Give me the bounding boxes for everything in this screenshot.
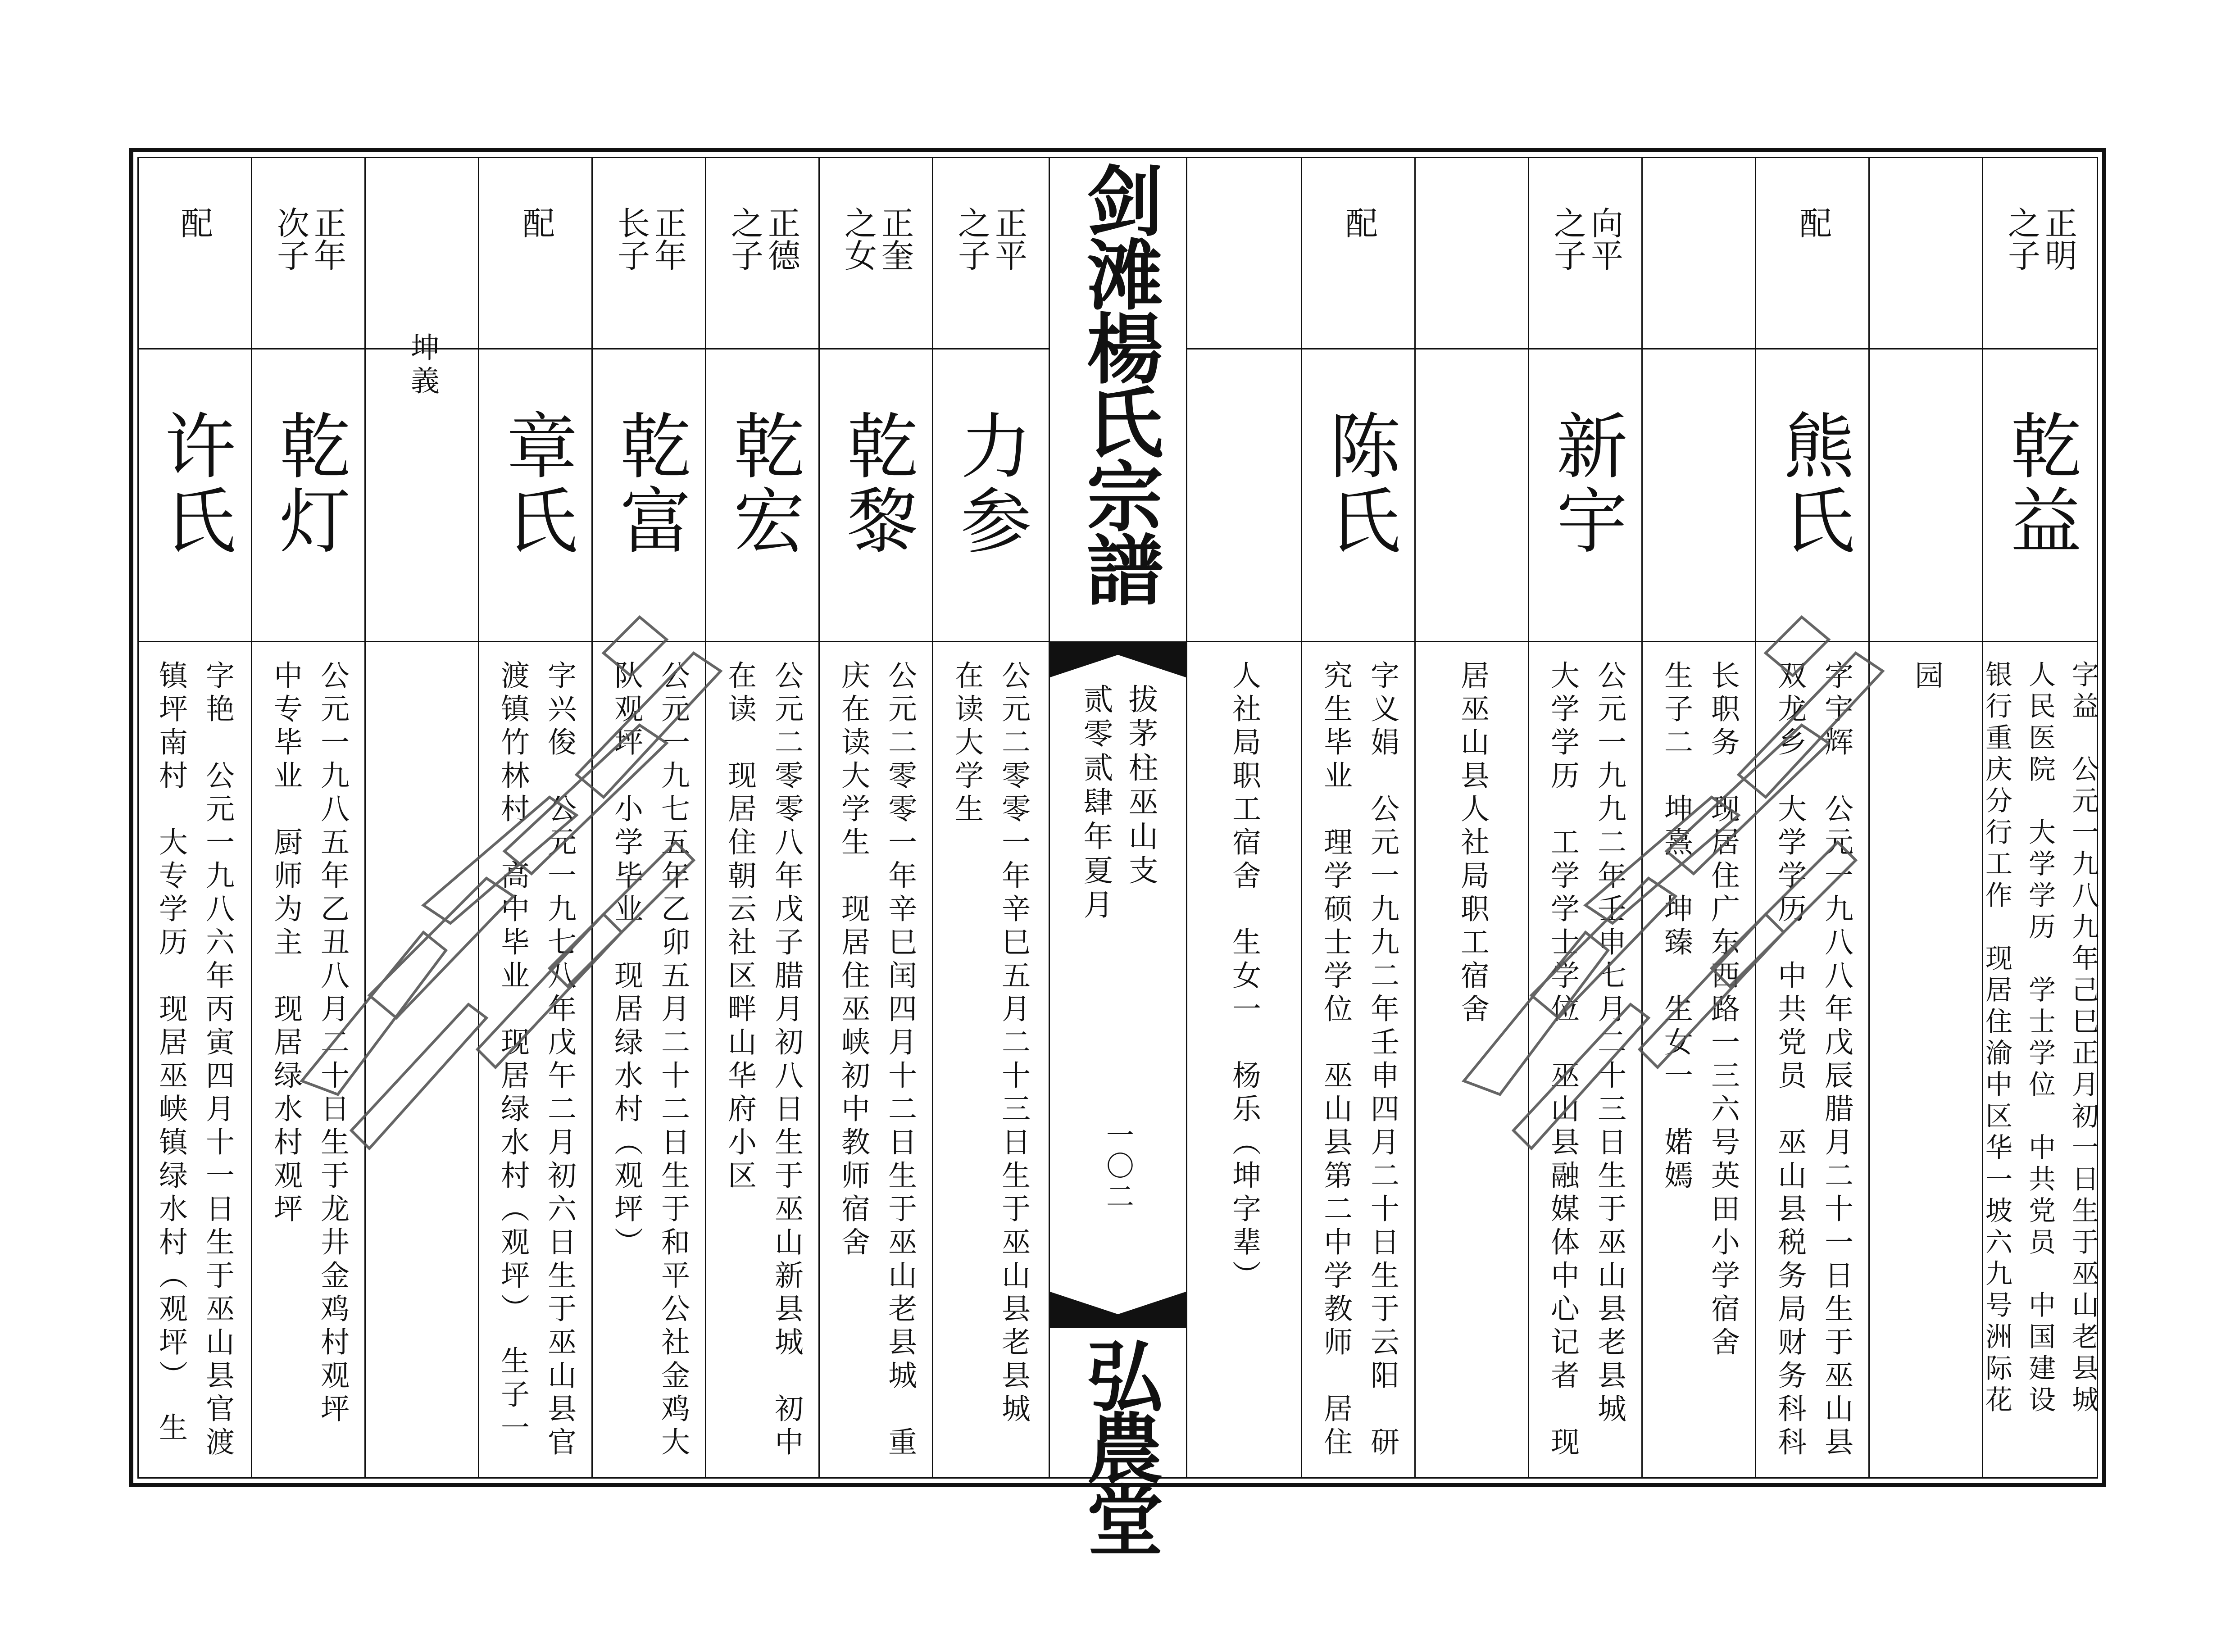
relation-cell [1529, 206, 1643, 341]
bio-line: 人民医院 大学学历 学士学位 中共党员 中国建设 [2024, 660, 2056, 1417]
bio-line: 居巫山县人社局职工宿舍 [1456, 660, 1489, 1027]
column-11 [1528, 157, 1641, 1479]
column-12 [1641, 157, 1755, 1479]
bio-line: 在读 现居住朝云社区畔山华府小区 [723, 660, 756, 1194]
page-number [1050, 1121, 1186, 1212]
column-8 [1187, 157, 1301, 1479]
relation-line: 向平 [1585, 206, 1623, 271]
relation-line: 正明 [2040, 206, 2077, 271]
column-3 [478, 157, 591, 1479]
hall-name [1050, 1337, 1186, 1652]
relation-cell [1302, 206, 1416, 341]
relation-cell [1983, 206, 2097, 341]
relation-line: 之子 [1549, 206, 1586, 271]
bio-cell [1416, 660, 1529, 1462]
relation-line: 配 [517, 206, 555, 239]
relation-line: 正年 [309, 206, 346, 271]
genealogy-title [1050, 157, 1186, 634]
relation-line: 正年 [649, 206, 687, 271]
relation-line: 正奎 [876, 206, 914, 271]
bio-line: 公元一九八五年乙丑八月二十日生于龙井金鸡村观坪 [316, 660, 349, 1427]
book-spine [1049, 157, 1187, 1553]
bio-line: 银行重庆分行工作 现居住渝中区华一坡六九号洲际花 [1981, 660, 2012, 1417]
relation-cell [137, 206, 251, 341]
column-6 [818, 157, 932, 1479]
bio-line: 生子二 坤熹 坤臻 生女一 婼嫣 [1659, 660, 1693, 1194]
column-14 [1868, 157, 1982, 1479]
relation-line: 长子 [612, 206, 650, 271]
bio-line: 庆在读大学生 现居住巫峡初中教师宿舍 [836, 660, 870, 1260]
bio-line: 公元二零零一年辛巳五月二十三日生于巫山县老县城 [997, 660, 1030, 1427]
spine-subtitle [1050, 684, 1186, 1089]
bio-line: 渡镇竹林村 高中毕业 现居绿水村（观坪） 生子一 [496, 660, 529, 1446]
column-15 [1982, 157, 2098, 1479]
relation-cell [252, 206, 366, 341]
column-10 [1414, 157, 1528, 1479]
column-4 [591, 157, 705, 1479]
relation-line: 正平 [990, 206, 1027, 271]
column-5 [705, 157, 818, 1479]
column-1 [251, 157, 364, 1479]
bio-cell [1983, 660, 2097, 1462]
member-name: 章氏 [495, 409, 577, 558]
genealogy-title-text: 剑滩楊氏宗譜 [1073, 161, 1163, 604]
bio-line: 公元二零零八年戊子腊月初八日生于巫山新县城 初中 [770, 660, 803, 1460]
bio-cell [252, 660, 366, 1462]
bio-cell [1756, 660, 1870, 1462]
member-name: 熊氏 [1772, 409, 1854, 558]
bio-line: 队观坪 小学毕业 现居绿水村（观坪） [609, 660, 643, 1260]
bio-cell [366, 332, 479, 1134]
member-name: 乾黎 [835, 409, 918, 558]
page-number-text: 一〇二 [1101, 1121, 1135, 1212]
bio-line: 镇坪南村 大专学历 现居巫峡镇绿水村（观坪） 生 [154, 660, 187, 1446]
bio-cell [933, 660, 1047, 1462]
branch-name: 拔茅柱巫山支 [1123, 684, 1158, 889]
bio-line: 字宇辉 公元一九八八年戊辰腊月二十一日生于巫山县 [1820, 660, 1853, 1460]
member-name: 力参 [949, 409, 1031, 558]
bio-line: 公元一九七五年乙卯五月二十二日生于和平公社金鸡大 [656, 660, 690, 1460]
bio-cell [1187, 660, 1301, 1462]
bio-line: 在读大学生 [950, 660, 983, 827]
member-name: 乾灯 [268, 409, 350, 558]
relation-cell [706, 206, 820, 341]
bio-line: 人社局职工宿舍 生女一 杨乐（坤字辈） [1227, 660, 1261, 1293]
bio-line: 字义娟 公元一九九二年壬申四月二十日生于云阳 研 [1366, 660, 1399, 1460]
relation-line: 之子 [726, 206, 763, 271]
member-name: 陈氏 [1317, 409, 1400, 558]
fishtail-band-bottom [1050, 1292, 1186, 1328]
bio-line: 字艳 公元一九八六年丙寅四月十一日生于巫山县官渡 [201, 660, 234, 1460]
right-column-group [1187, 157, 2098, 1479]
relation-line: 配 [1340, 206, 1378, 239]
bio-line: 公元二零零一年辛巳闰四月十二日生于巫山老县城 重 [883, 660, 917, 1460]
bio-line: 大学学历 工学学士学位 巫山县融媒体中心记者 现 [1546, 660, 1579, 1460]
member-name: 许氏 [153, 409, 236, 558]
bio-line: 园 [1910, 660, 1943, 694]
relation-line: 之子 [953, 206, 990, 271]
relation-line: 之女 [839, 206, 877, 271]
bio-line: 字兴俊 公元一九七八年戊午二月初六日生于巫山县官 [543, 660, 576, 1460]
fishtail-band-top [1050, 641, 1186, 677]
bio-line: 中专毕业 厨师为主 现居绿水村观坪 [269, 660, 302, 1227]
relation-cell [933, 206, 1047, 341]
column-13 [1755, 157, 1868, 1479]
relation-cell [820, 206, 933, 341]
bio-line: 坤義 [406, 332, 439, 399]
bio-cell [706, 660, 820, 1462]
member-name: 新宇 [1545, 409, 1627, 558]
relation-line: 之子 [2003, 206, 2040, 271]
bio-cell [1870, 660, 1983, 1462]
compile-date: 贰零贰肆年夏月 [1078, 684, 1113, 923]
bio-line: 字益 公元一九八九年己巳正月初一日生于巫山老县城 [2067, 660, 2099, 1417]
bio-line: 究生毕业 理学硕士学位 巫山县第二中学教师 居住 [1319, 660, 1352, 1460]
relation-line: 次子 [272, 206, 309, 271]
bio-cell [1643, 660, 1756, 1462]
column-2 [364, 157, 478, 1479]
bio-cell [137, 660, 251, 1462]
bio-line: 长职务 现居住广东西路一三六号英田小学宿舍 [1706, 660, 1740, 1360]
relation-line: 配 [1794, 206, 1832, 239]
relation-cell [1756, 206, 1870, 341]
relation-line: 正德 [763, 206, 800, 271]
bio-cell [479, 660, 593, 1462]
relation-line: 配 [175, 206, 213, 239]
bio-cell [820, 660, 933, 1462]
relation-cell [479, 206, 593, 341]
bio-line: 双龙乡 大学学历 中共党员 巫山县税务局财务科科 [1773, 660, 1806, 1460]
fishtail-notch-top [1050, 641, 1186, 677]
member-name: 乾益 [1999, 409, 2081, 558]
bio-cell [1529, 660, 1643, 1462]
column-0 [137, 157, 251, 1479]
member-name: 乾宏 [722, 409, 804, 558]
bio-cell [1302, 660, 1416, 1462]
member-name: 乾富 [608, 409, 691, 558]
column-7 [932, 157, 1049, 1479]
bio-line: 公元一九九二年壬申七月二十三日生于巫山县老县城 [1593, 660, 1626, 1427]
bio-cell [593, 660, 706, 1462]
column-9 [1301, 157, 1414, 1479]
left-column-group [137, 157, 1049, 1479]
hall-name-text: 弘農堂 [1073, 1337, 1163, 1553]
relation-cell [593, 206, 706, 341]
fishtail-notch-bottom [1050, 1292, 1186, 1328]
